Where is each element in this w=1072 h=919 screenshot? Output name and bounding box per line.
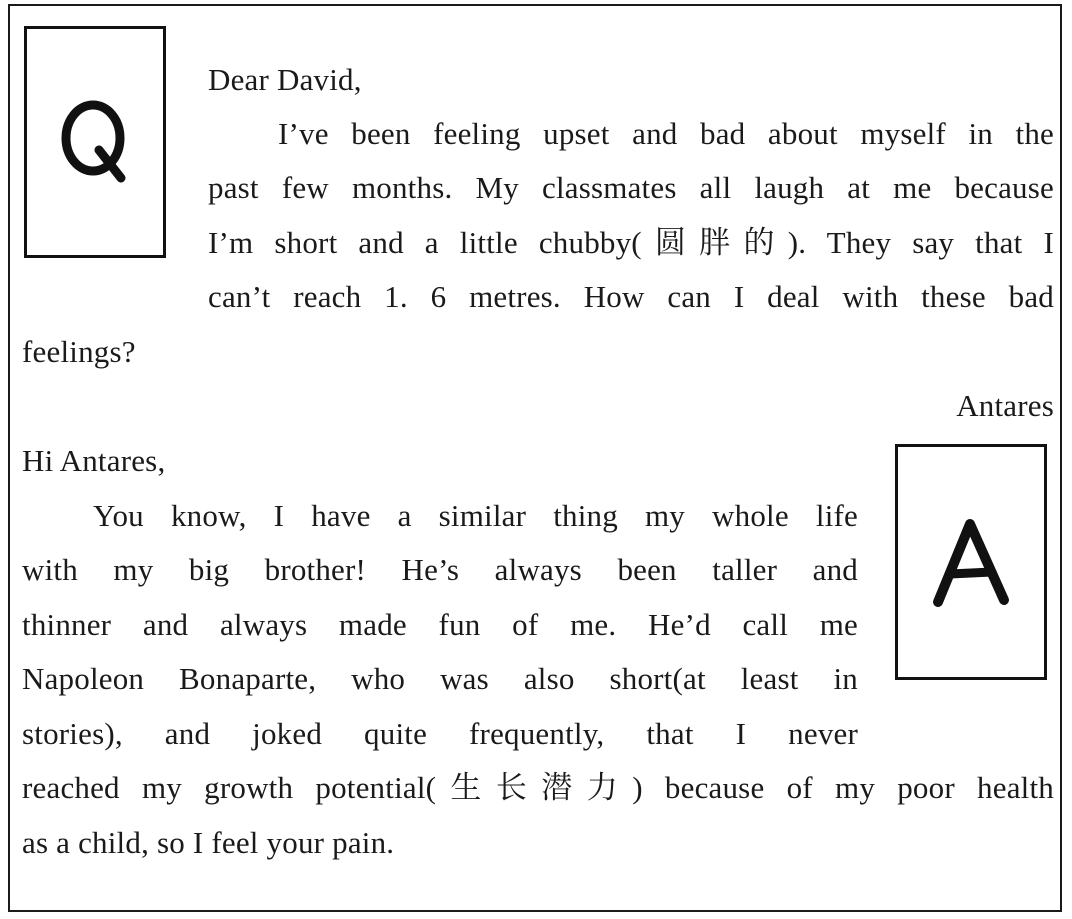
question-signature: Antares (956, 388, 1054, 423)
answer-line-3: thinner and always made fun of me. He’d call me (22, 607, 858, 642)
answer-line-4: Napoleon Bonaparte, who was also short(at least in (22, 661, 858, 696)
question-line-3: I’m short and a little chubby(圆胖的). They say that I (208, 225, 1054, 260)
answer-badge (895, 444, 1047, 680)
a-letter-icon (926, 512, 1016, 612)
question-line-5: feelings? (22, 334, 136, 369)
question-line-2: past few months. My classmates all laugh at me because (208, 170, 1054, 205)
question-greeting: Dear David, (208, 62, 362, 97)
question-line-4: can’t reach 1. 6 metres. How can I deal with these bad (208, 279, 1054, 314)
answer-line-6: reached my growth potential(生长潜力) because of my poor health (22, 770, 1054, 805)
question-line-1: I’ve been feeling upset and bad about myself in the (278, 116, 1054, 151)
q-letter-icon (55, 92, 135, 192)
answer-greeting: Hi Antares, (22, 443, 166, 478)
answer-line-1: You know, I have a similar thing my whole life (93, 498, 858, 533)
answer-line-7: as a child, so I feel your pain. (22, 825, 395, 860)
question-badge (24, 26, 166, 258)
answer-line-2: with my big brother! He’s always been taller and (22, 552, 858, 587)
answer-line-5: stories), and joked quite frequently, that I never (22, 716, 858, 751)
